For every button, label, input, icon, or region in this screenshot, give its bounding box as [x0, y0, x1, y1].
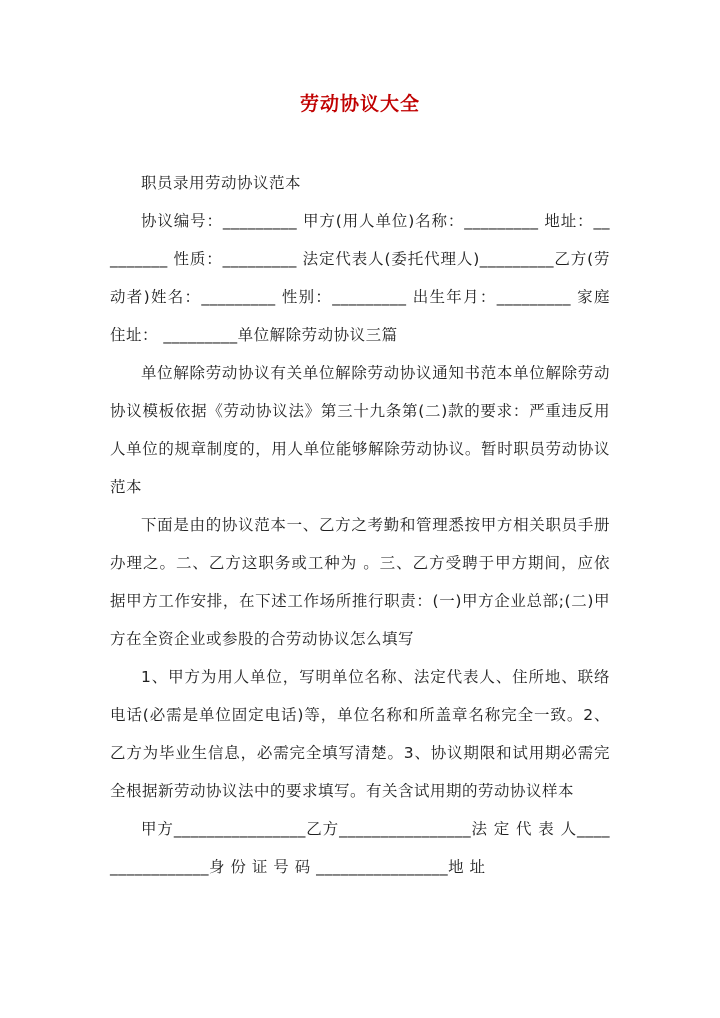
paragraph-filling-instructions: 1、甲方为用人单位，写明单位名称、法定代表人、住所地、联络电话(必需是单位固定电话)等，单位名称和所盖章名称完全一致。2、乙方为毕业生信息，必需完全填写清楚。3、协议期限和试用期必需完全根据新劳动协议法中的要求填写。有关含试用期的劳动协议样本 — [110, 668, 610, 800]
paragraph-signature-blanks: 甲方________________乙方________________法 定 代 表 人________________身 份 证 号 码 ________________地 址 — [110, 820, 610, 876]
paragraph-template-clauses: 下面是由的协议范本一、乙方之考勤和管理悉按甲方相关职员手册办理之。二、乙方这职务或工种为 。三、乙方受聘于甲方期间，应依据甲方工作安排，在下述工作场所推行职责：(一)甲方企业总部;(二)甲方在全资企业或参股的合劳动协议怎么填写 — [110, 516, 610, 648]
document-title: 劳动协议大全 — [299, 93, 420, 115]
paragraph-employment-template-heading: 职员录用劳动协议范本 — [141, 174, 302, 192]
paragraph-agreement-blank-fields: 协议编号：_________ 甲方(用人单位)名称：_________ 地址：_________ 性质：_________ 法定代表人(委托代理人)_________乙方(劳动者)姓名：_________ 性别：_________ 出生年月：_________ 家庭住址： _________单位解除劳动协议三篇 — [110, 212, 610, 344]
paragraph-termination-notice: 单位解除劳动协议有关单位解除劳动协议通知书范本单位解除劳动协议模板依据《劳动协议法》第三十九条第(二)款的要求：严重违反用人单位的规章制度的，用人单位能够解除劳动协议。暂时职员劳动协议范本 — [110, 364, 610, 496]
